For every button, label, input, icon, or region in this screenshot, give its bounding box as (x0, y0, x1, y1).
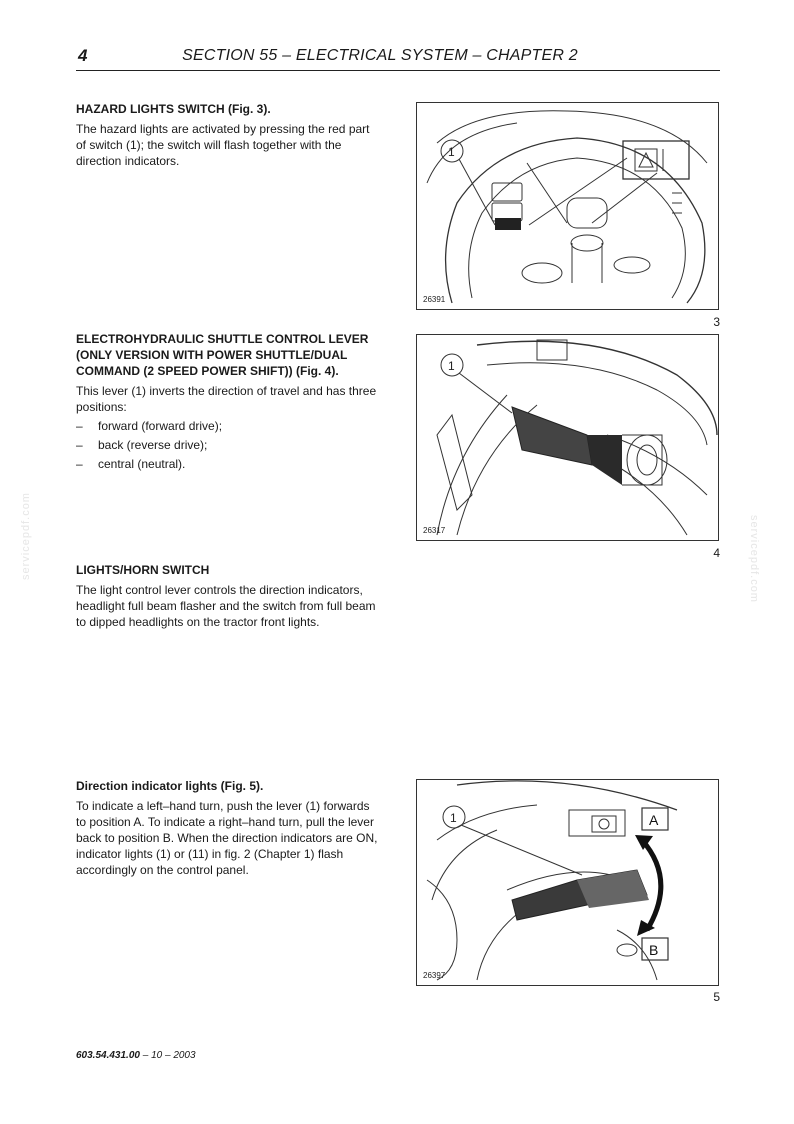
figure5-callout: 1 (450, 811, 457, 825)
figure5-number: 5 (713, 990, 720, 1004)
footer (76, 1050, 196, 1061)
list-item: – back (reverse drive); (76, 438, 208, 452)
list-item: – forward (forward drive); (76, 419, 223, 433)
shuttle-positions-list (76, 417, 380, 474)
shuttle-lever-illustration (417, 335, 719, 541)
section-title: SECTION 55 – ELECTRICAL SYSTEM – CHAPTER 2 (182, 47, 578, 64)
hazard-heading: HAZARD LIGHTS SWITCH (Fig. 3). (76, 102, 271, 116)
direction-section (76, 778, 380, 878)
figure-hazard-switch (416, 102, 719, 310)
hazard-switch (495, 218, 521, 230)
direction-arrow (642, 840, 661, 930)
figure4-callout: 1 (448, 359, 455, 373)
page-number: 4 (78, 46, 88, 65)
direction-heading: Direction indicator lights (Fig. 5). (76, 779, 264, 793)
header-rule (76, 70, 720, 71)
figure3-code: 26391 (423, 295, 446, 304)
footer-date: – 10 – 2003 (139, 1050, 196, 1061)
lights-section (76, 562, 380, 630)
watermark-left: servicepdf.com (20, 492, 32, 580)
shuttle-lever (512, 407, 592, 465)
figure3-number: 3 (713, 315, 720, 329)
direction-text: To indicate a left–hand turn, push the lever (1) forwards to position A. To indicate a right–hand turn, pull the lever back to position B. When the direction indicators are ON, indicator lights (1) or (11) in fig. 2 (Chapter 1) flash accordingly on the control panel. (76, 799, 378, 877)
shuttle-text: This lever (1) inverts the direction of travel and has three positions: (76, 384, 377, 414)
figure4-number: 4 (713, 546, 720, 560)
figure-shuttle-lever (416, 334, 719, 541)
figure5-code: 26397 (423, 971, 446, 980)
watermark-right: servicepdf.com (748, 515, 760, 603)
figure-direction-lever (416, 779, 719, 986)
position-a-label: A (649, 812, 659, 828)
list-item: – central (neutral). (76, 457, 186, 471)
position-b-label: B (649, 942, 659, 958)
direction-lever-illustration (417, 780, 719, 986)
footer-part-number: 603.54.431.00 (76, 1050, 140, 1061)
hazard-section (76, 101, 380, 169)
lights-text: The light control lever controls the direction indicators, headlight full beam flasher and the switch from full beam to dipped headlights on the tractor front lights. (76, 583, 376, 629)
lights-heading: LIGHTS/HORN SWITCH (76, 563, 210, 577)
figure3-callout: 1 (448, 145, 455, 159)
shuttle-section (76, 331, 380, 474)
figure4-code: 26317 (423, 526, 446, 535)
hazard-text: The hazard lights are activated by pressing the red part of switch (1); the switch will flash together with the direction indicators. (76, 122, 370, 168)
hazard-switch-illustration (417, 103, 719, 310)
shuttle-heading: ELECTROHYDRAULIC SHUTTLE CONTROL LEVER (ONLY VERSION WITH POWER SHUTTLE/DUAL COMMAND (2 SPEED POWER SHIFT)) (Fig. 4). (76, 332, 369, 378)
